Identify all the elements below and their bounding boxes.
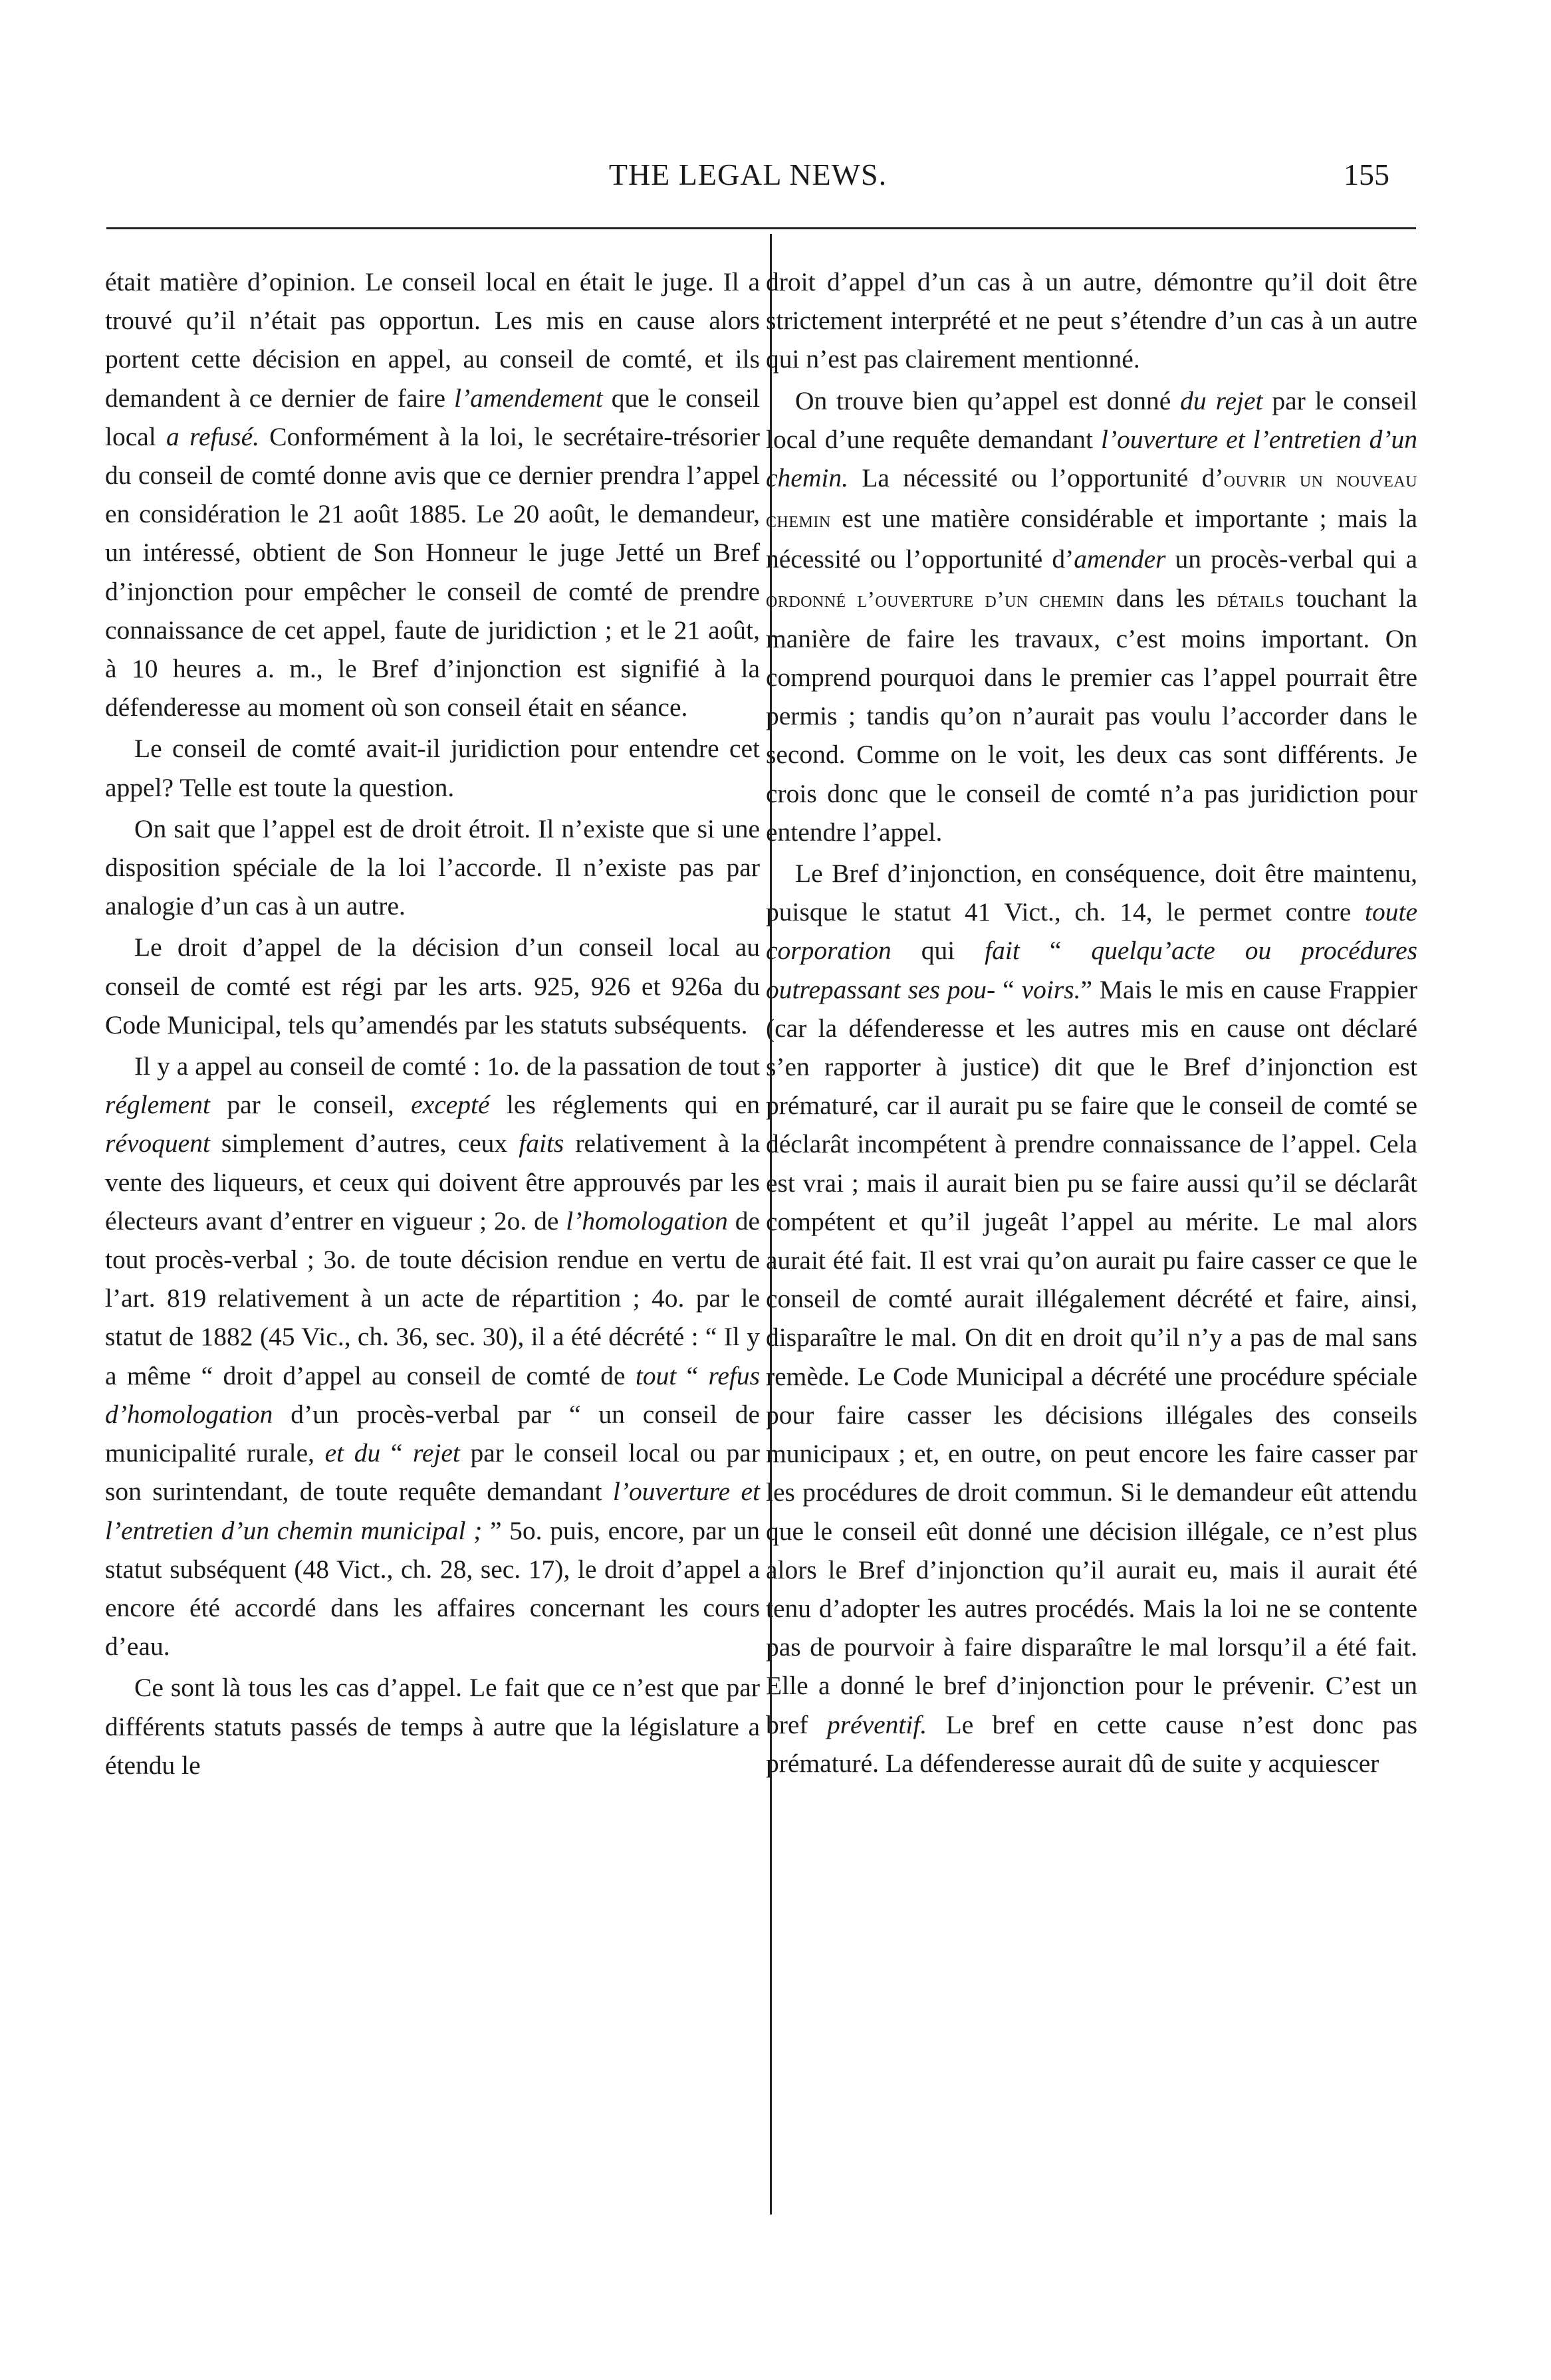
text-run: ” Mais le mis en cause Frappier (car la défenderesse et les autres mis en cause ont déclaré s’en rapporter à justice) dit que le Bref d’injonction est prématuré, car il aurait pu se faire que le conseil de comté se déclarât incompétent à prendre connaissance de l’appel. Cela est vrai ; mais il aurait bien pu se faire aussi qu’il se déclarât compétent et qu’il jugeât l’appel au mérite. Le mal alors aurait été fait. Il est vrai qu’on aurait pu faire casser ce que le conseil de comté aurait illégalement décrété et faire, ainsi, disparaître le mal. On dit en droit qu’il n’y a pas de mal sans remède. Le Code Municipal a décrété une procédure spéciale pour faire casser les décisions illégales des conseils municipaux ; et, en outre, on peut encore les faire casser par les procédures de droit commun. Si le demandeur eût attendu que le conseil eût donné une décision illégale, ce n’est plus alors le Bref d’injonction qu’il aurait eu, mais il aurait été tenu d’adopter les autres procédés. Mais la loi ne se contente pas de pourvoir à faire disparaître le mal lorsqu’il a été fait. Elle a donné le bref d’injonction pour le prévenir. C’est un bref <box>766 974 1417 1739</box>
page-number: 155 <box>1344 158 1389 191</box>
italic-text: l’homologation <box>566 1206 728 1236</box>
text-run: droit d’appel d’un cas à un autre, démontre qu’il doit être strictement interprété et ne peut s’étendre d’un cas à un autre qui n’est pas clairement mentionné. <box>766 267 1417 374</box>
italic-text: tout <box>635 1360 677 1390</box>
small-caps-text: ouvrir un nouveau chemin <box>766 467 1417 533</box>
paragraph <box>105 1047 760 1666</box>
italic-text: et du <box>324 1438 381 1468</box>
text-run: “ <box>676 1360 709 1390</box>
left-column <box>105 263 760 1785</box>
text-run: dans les <box>1104 583 1217 613</box>
text-run: que le conseil local <box>105 383 760 451</box>
right-column <box>766 263 1417 1783</box>
paragraph <box>105 928 760 1044</box>
italic-text: refus d’homologation <box>105 1360 760 1429</box>
paragraph <box>105 810 760 926</box>
text-run: Le conseil de comté avait-il juridiction pour entendre cet appel? Telle est toute la question. <box>105 734 760 802</box>
italic-text: l’ouverture et l’entretien d’un chemin municipal ; <box>105 1477 761 1545</box>
italic-text: excepté <box>411 1090 490 1120</box>
italic-text: voirs. <box>1021 974 1081 1004</box>
text-run: On sait que l’appel est de droit étroit. Il n’existe que si une disposition spéciale de la loi l’accorde. Il n’existe pas par analogie d’un cas à un autre. <box>105 813 760 921</box>
paragraph <box>766 381 1417 851</box>
text-run: par le conseil, <box>209 1090 412 1120</box>
italic-text: réglement <box>105 1090 210 1120</box>
italic-text: l’amendement <box>454 383 603 413</box>
text-run: Il y a appel au conseil de comté : 1o. de la passation de tout <box>134 1051 760 1081</box>
italic-text: a refusé. <box>166 421 260 451</box>
italic-text: quelqu’acte ou procédures outrepassant ses pou- <box>766 936 1417 1004</box>
italic-text: du rejet <box>1180 385 1263 415</box>
text-run: Conformément à la loi, le secrétaire-trésorier du conseil de comté donne avis que ce dernier prendra l’appel en considération le 21 août 1885. Le 20 août, le demandeur, un intéressé, obtient de Son Honneur le juge Jetté un Bref d’injonction pour empêcher le conseil de comté de prendre connaissance de cet appel, faute de juridiction ; et le 21 août, à 10 heures a. m., le Bref d’injonction est signifié à la défenderesse au moment où son conseil était en séance. <box>105 421 760 722</box>
paragraph <box>105 729 760 806</box>
text-run: “ <box>380 1438 413 1468</box>
text-run: par le conseil local d’une requête demandant <box>766 385 1418 454</box>
small-caps-text: ordonné l’ouverture d’un chemin <box>766 587 1105 612</box>
small-caps-text: détails <box>1217 587 1285 612</box>
text-run: un procès-verbal qui a <box>1165 544 1417 574</box>
text-run: On trouve bien qu’appel est donné <box>795 385 1181 415</box>
text-run: Ce sont là tous les cas d’appel. Le fait que ce n’est que par différents statuts passés de temps à autre que la législature a étendu le <box>105 1673 760 1780</box>
italic-text: révoquent <box>105 1129 210 1158</box>
text-run: Le Bref d’injonction, en conséquence, doit être maintenu, puisque le statut 41 Vict., ch. 14, le permet contre <box>766 859 1417 927</box>
italic-text: faits <box>519 1129 564 1158</box>
page-header <box>106 157 1389 210</box>
text-run: relativement à la vente des liqueurs, et ceux qui doivent être approuvés par les électeurs avant d’entrer en vigueur ; 2o. de <box>105 1129 760 1236</box>
text-run: simplement d’autres, ceux <box>209 1129 519 1158</box>
text-run: “ <box>995 974 1022 1004</box>
header-rule <box>106 227 1416 229</box>
text-run: est une matière considérable et importante ; mais la nécessité ou l’opportunité d’ <box>766 504 1417 574</box>
text-run: touchant la manière de faire les travaux, c’est moins important. On comprend pourquoi dans le premier cas l’appel pourrait être permis ; tandis qu’on n’aurait pas voulu l’accorder dans le second. Comme on le voit, les deux cas sont différents. Je crois donc que le conseil de comté n’a pas juridiction pour entendre l’appel. <box>766 583 1417 847</box>
italic-text: l’ouverture et l’entretien d’un chemin. <box>766 424 1417 493</box>
text-run: Le droit d’appel de la décision d’un conseil local au conseil de comté est régi par les arts. 925, 926 et 926a du Code Municipal, tels qu’amendés par les statuts subséquents. <box>105 932 760 1039</box>
text-run: était matière d’opinion. Le conseil local en était le juge. Il a trouvé qu’il n’était pas opportun. Les mis en cause alors portent cette décision en appel, au conseil de comté, et ils demandent à ce dernier de faire <box>105 267 760 413</box>
italic-text: rejet <box>412 1438 460 1468</box>
paragraph <box>105 1668 760 1785</box>
text-run: d’un procès-verbal par “ un conseil de municipalité rurale, <box>105 1399 760 1468</box>
running-title: THE LEGAL NEWS. <box>608 158 888 191</box>
text-run: “ <box>1019 936 1092 966</box>
text-run: La nécessité ou l’opportunité d’ <box>848 463 1224 493</box>
italic-text: toute corporation <box>766 897 1417 966</box>
italic-text: amender <box>1074 544 1166 574</box>
text-run: ” 5o. puis, encore, par un statut subséquent (48 Vict., ch. 28, sec. 17), le droit d’appel a encore été accordé dans les affaires concernant les cours d’eau. <box>105 1515 760 1662</box>
text-run: de tout procès-verbal ; 3o. de toute décision rendue en vertu de l’art. 819 relativement à un acte de répartition ; 4o. par le statut de 1882 (45 Vic., ch. 36, sec. 30), il a été décrété : “ Il y a même “ droit d’appel au conseil de comté de <box>105 1206 760 1390</box>
text-run: les réglements qui en <box>489 1090 760 1120</box>
italic-text: fait <box>985 936 1020 966</box>
text-run: Le bref en cette cause n’est donc pas prématuré. La défenderesse aurait dû de suite y acquiescer <box>766 1709 1417 1778</box>
paragraph <box>766 263 1417 379</box>
italic-text: préventif. <box>826 1709 927 1739</box>
text-run: qui <box>891 936 985 966</box>
paragraph <box>766 854 1417 1783</box>
text-run: par le conseil local ou par son surintendant, de toute requête demandant <box>105 1438 760 1507</box>
paragraph <box>105 263 760 726</box>
